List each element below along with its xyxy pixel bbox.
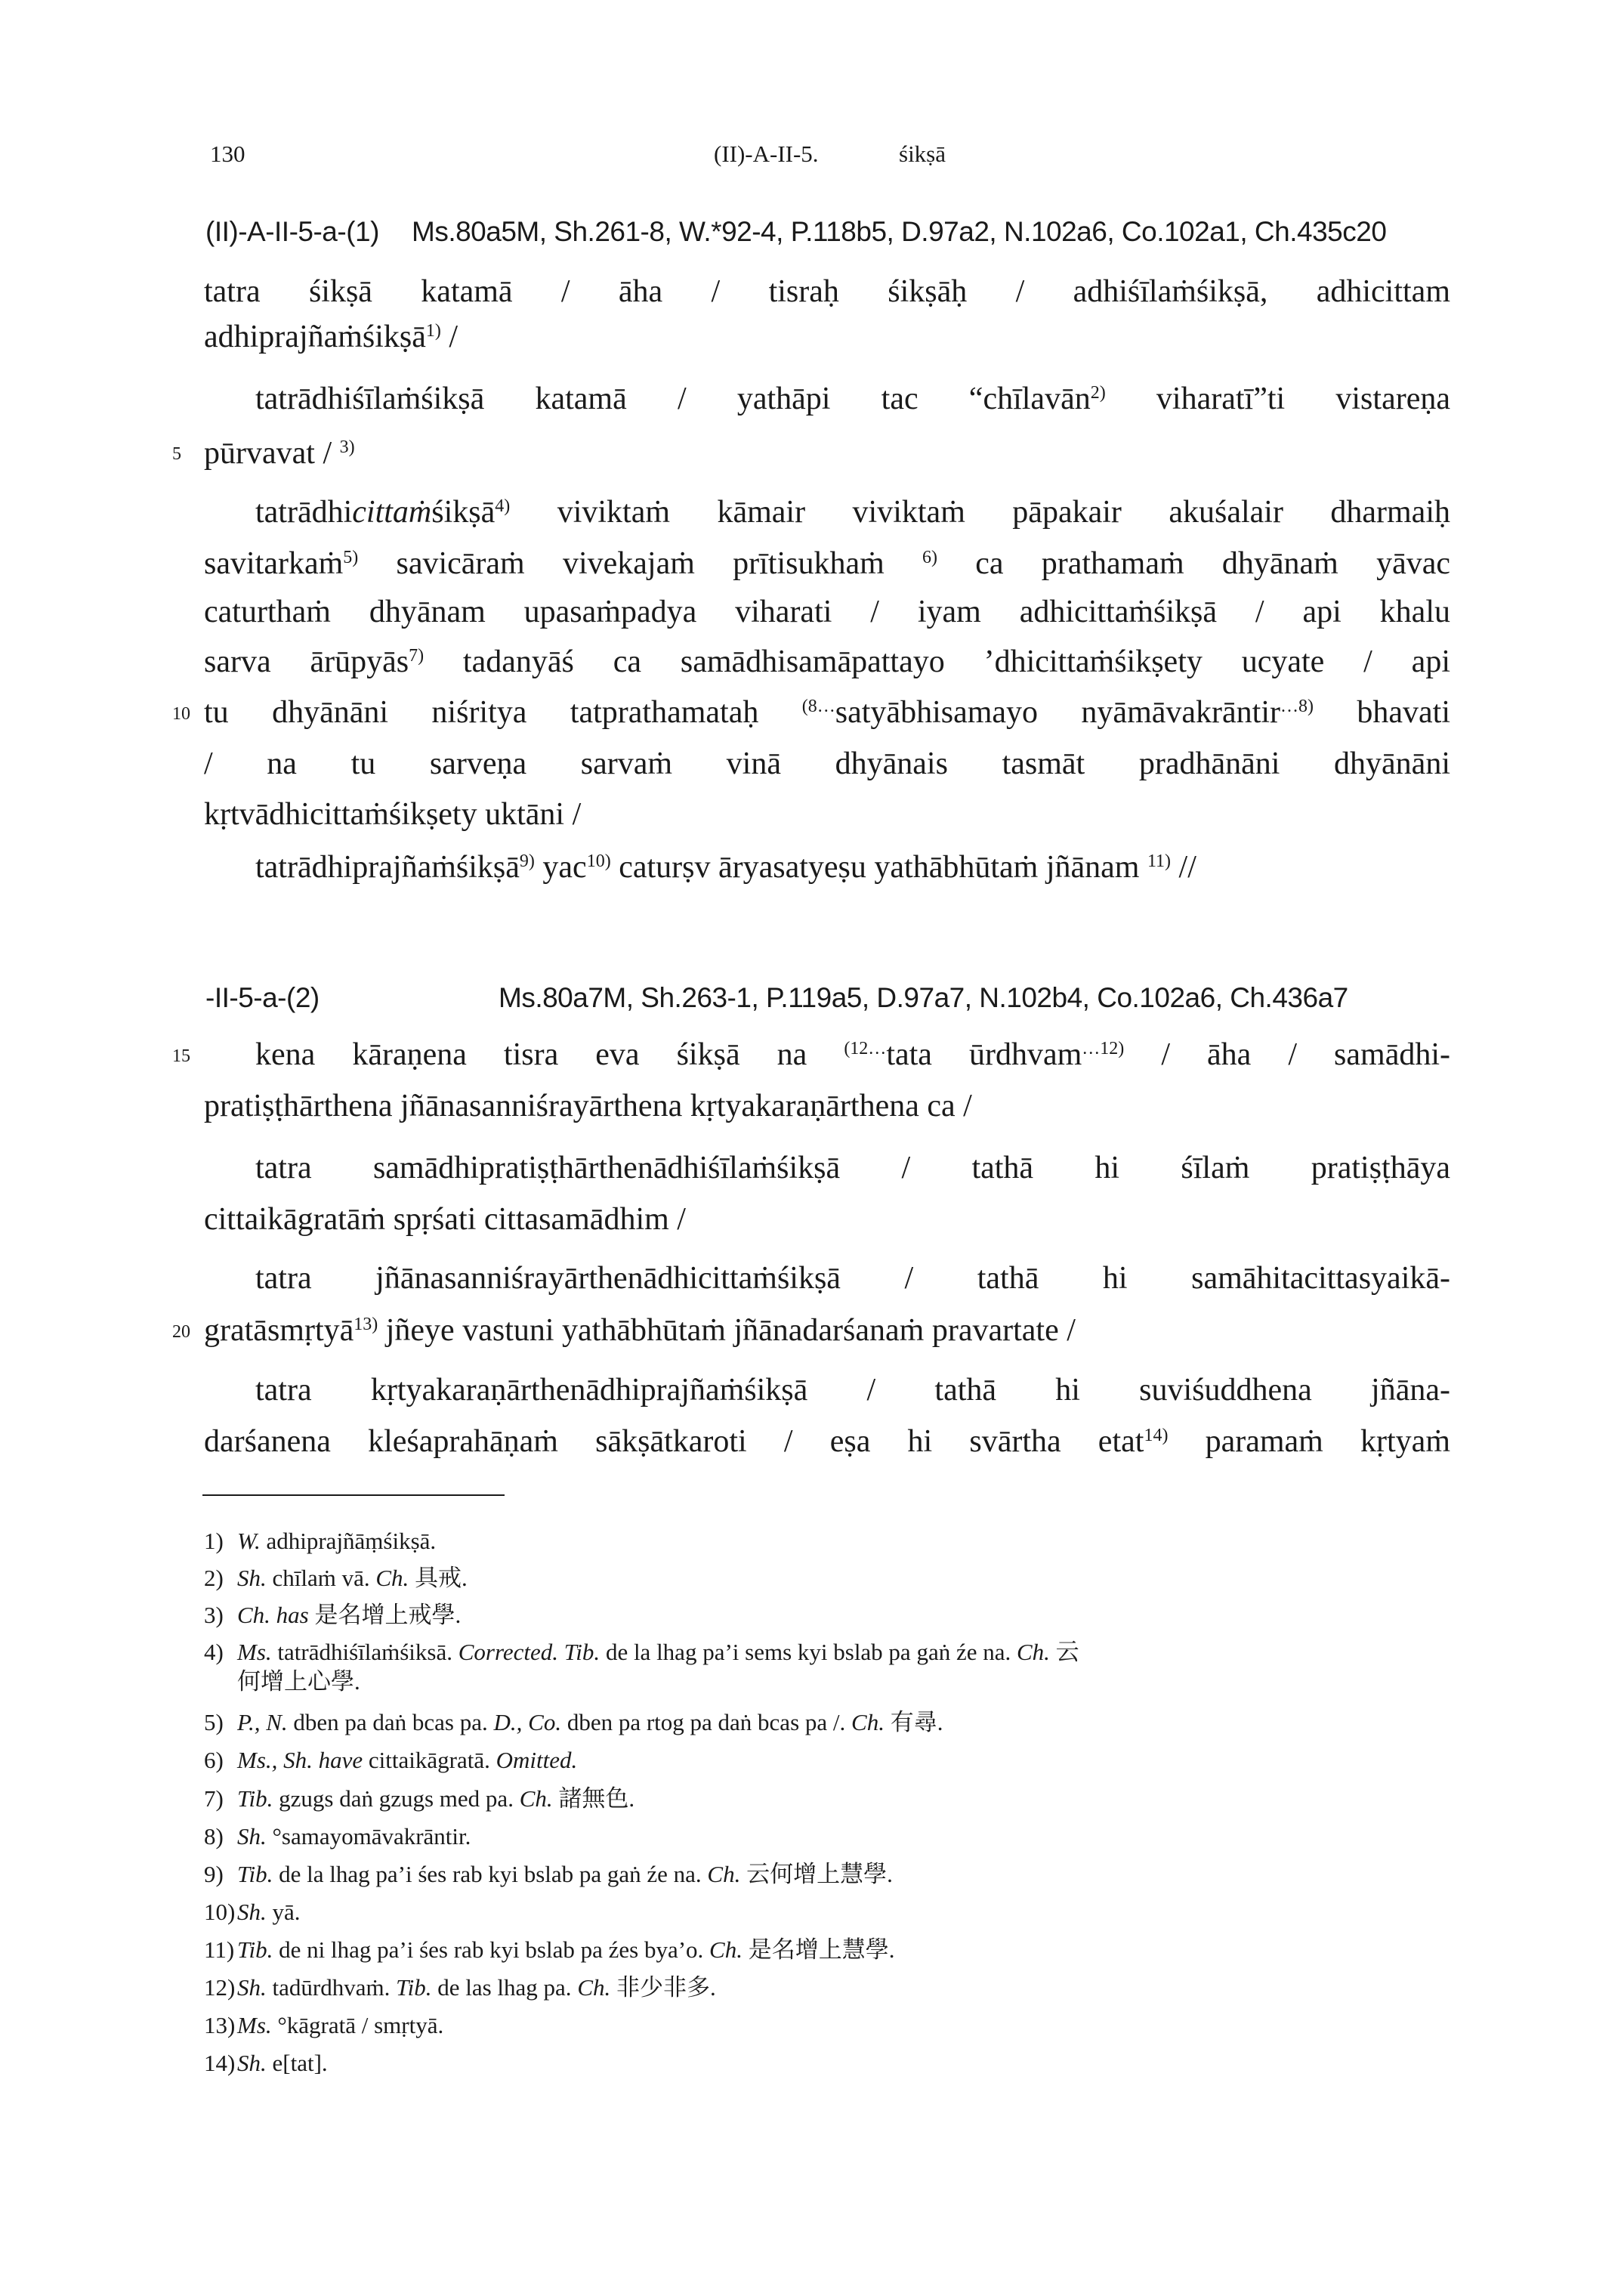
footnote-text: 非少非多.	[610, 1974, 716, 2001]
text-line: adhiprajñaṁśikṣā$^{1)}$ /	[204, 320, 458, 354]
footnote	[204, 1859, 1450, 1890]
footnote-text: de la lhag pa’i śes rab kyi bslab pa gaṅ źe na.	[273, 1861, 708, 1887]
footnote	[204, 1822, 1450, 1852]
text-line: tatrādhicittaṁśikṣā$^{4)}$ viviktaṁ kāmair viviktaṁ pāpakair akuśalair dharmaiḥ	[255, 495, 1450, 530]
footnote	[204, 2010, 1450, 2041]
text-line: pratiṣṭhārthena jñānasanniśrayārthena kṛtyakaraṇārthena ca /	[204, 1089, 972, 1123]
footnote-text: Ms., Sh. have	[237, 1747, 363, 1773]
footnote-number: 10)	[204, 1899, 236, 1925]
text-line: tatra kṛtyakaraṇārthenādhiprajñaṁśikṣā / tathā hi suviśuddhena jñāna-	[255, 1373, 1450, 1408]
footnote	[204, 1745, 1450, 1775]
footnote-text: Tib.	[237, 1861, 273, 1887]
footnote-text: Tib.	[237, 1936, 273, 1963]
footnote-text: tadūrdhvaṁ.	[266, 1974, 397, 2001]
text-line: cittaikāgratāṁ spṛśati cittasamādhim /	[204, 1202, 686, 1237]
footnote	[204, 1784, 1450, 1814]
footnote-text: cittaikāgratā.	[363, 1747, 496, 1773]
footnote-text: Ch.	[577, 1974, 611, 2001]
footnote-text: °samayomāvakrāntir.	[266, 1823, 471, 1849]
footnote-text: °kāgratā / smṛtyā.	[271, 2012, 444, 2038]
footnote-text: Ch. has	[237, 1602, 309, 1628]
footnote-text: Ms.	[237, 1639, 272, 1665]
footnote-text: Sh.	[237, 2050, 267, 2076]
footnote-text: Ch.	[1016, 1639, 1050, 1665]
text-line: sarva ārūpyās$^{7)}$ tadanyāś ca samādhisamāpattayo ’dhicittaṁśikṣety ucyate / api	[204, 644, 1450, 679]
text-line: tatra śikṣā katamā / āha / tisraḥ śikṣāḥ / adhiśīlaṁśikṣā, adhicittam	[204, 274, 1450, 309]
footnote-text: Tib.	[396, 1974, 432, 2001]
footnote	[204, 1563, 1450, 1593]
footnote-rule	[202, 1494, 505, 1496]
footnote-text: de las lhag pa.	[431, 1974, 578, 2001]
footnote	[204, 2048, 1450, 2078]
running-subject: śikṣā	[899, 141, 946, 167]
footnote-number: 9)	[204, 1861, 224, 1887]
text-line: tatra jñānasanniśrayārthenādhicittaṁśikṣā / tathā hi samāhitacittasyaikā-	[255, 1261, 1450, 1296]
footnote-text: 是名增上戒學.	[308, 1602, 462, 1628]
footnote-text: dben pa rtog pa daṅ bcas pa /.	[561, 1709, 852, 1735]
footnote-text: de la lhag pa’i sems kyi bslab pa gaṅ źe na.	[600, 1639, 1017, 1665]
footnote	[204, 1600, 1450, 1630]
footnote-text: P., N.	[237, 1709, 288, 1735]
footnote-number: 2)	[204, 1565, 224, 1591]
footnote-text: gzugs daṅ gzugs med pa.	[273, 1785, 520, 1812]
footnote	[204, 1637, 1450, 1667]
footnote-text: Sh.	[237, 1899, 267, 1925]
line-number: 10	[172, 704, 190, 724]
footnote-number: 14)	[204, 2050, 236, 2076]
footnote-text: 諸無色.	[552, 1785, 635, 1812]
line-number: 20	[172, 1322, 190, 1342]
text-line: kena kāraṇena tisra eva śikṣā na $^{(12\dots}$tata ūrdhvam$^{\dots 12)}$ / āha / samādhi-	[255, 1037, 1451, 1072]
section-refs-2: Ms.80a7M, Sh.263-1, P.119a5, D.97a7, N.102b4, Co.102a6, Ch.436a7	[499, 982, 1348, 1013]
footnote	[204, 1707, 1450, 1738]
footnote-number: 11)	[204, 1936, 235, 1963]
footnote-text: 云	[1049, 1639, 1079, 1665]
footnote-number: 6)	[204, 1747, 224, 1773]
footnote	[204, 1973, 1450, 2003]
footnote	[204, 1526, 1450, 1556]
section-id-1: (II)-A-II-5-a-(1)	[205, 216, 379, 247]
text-line: / na tu sarveṇa sarvaṁ vinā dhyānais tasmāt pradhānāni dhyānāni	[204, 746, 1450, 781]
footnote-text: de ni lhag pa’i śes rab kyi bslab pa źes bya’o.	[273, 1936, 710, 1963]
line-number: 5	[172, 444, 181, 464]
line-number: 15	[172, 1046, 190, 1066]
footnote	[204, 1897, 1450, 1927]
footnote-text: 云何增上慧學.	[740, 1861, 893, 1887]
footnote-text: yā.	[266, 1899, 301, 1925]
footnote-text: tatrādhiśīlaṁśiksā.	[271, 1639, 458, 1665]
footnote-text: 具戒.	[409, 1565, 468, 1591]
footnote-text: Sh.	[237, 1974, 267, 2001]
footnote-text: Sh.	[237, 1823, 267, 1849]
text-line: gratāsmṛtyā$^{13)}$ jñeye vastuni yathābhūtaṁ jñānadarśanaṁ pravartate /	[204, 1313, 1076, 1348]
footnote-text: e[tat].	[266, 2050, 328, 2076]
footnote-number: 8)	[204, 1823, 224, 1849]
footnote	[204, 1667, 1450, 1697]
footnote-number: 12)	[204, 1974, 236, 2001]
footnote-text: Tib.	[237, 1785, 273, 1812]
running-title: (II)-A-II-5.	[714, 141, 819, 167]
footnote-text: Ch.	[709, 1936, 743, 1963]
footnote-text: Sh.	[237, 1565, 267, 1591]
footnote-text: Omitted.	[496, 1747, 578, 1773]
text-line: tatrādhiśīlaṁśikṣā katamā / yathāpi tac “chīlavān$^{2)}$ viharatī”ti vistareṇa	[255, 382, 1450, 416]
footnote-text: W.	[237, 1528, 261, 1554]
text-line: tatra samādhipratiṣṭhārthenādhiśīlaṁśikṣā / tathā hi śīlaṁ pratiṣṭhāya	[255, 1151, 1450, 1185]
footnote-number: 3)	[204, 1602, 224, 1628]
text-line: darśanena kleśaprahāṇaṁ sākṣātkaroti / eṣa hi svārtha etat$^{14)}$ paramaṁ kṛtyaṁ	[204, 1424, 1450, 1459]
footnote-number: 4)	[204, 1639, 224, 1665]
footnote-number: 13)	[204, 2012, 236, 2038]
footnote-text: Ch.	[519, 1785, 553, 1812]
footnote	[204, 1935, 1450, 1965]
footnote-text: chīlaṁ vā.	[266, 1565, 376, 1591]
section-id-2: -II-5-a-(2)	[205, 982, 320, 1013]
footnote-text: 是名增上慧學.	[742, 1936, 895, 1963]
text-line: kṛtvādhicittaṁśikṣety uktāni /	[204, 797, 582, 832]
footnote-text: Ch.	[851, 1709, 885, 1735]
section-refs-1: Ms.80a5M, Sh.261-8, W.*92-4, P.118b5, D.97a2, N.102a6, Co.102a1, Ch.435c20	[412, 216, 1387, 247]
footnote-text: Ch.	[375, 1565, 409, 1591]
footnote-number: 5)	[204, 1709, 224, 1735]
footnote-number: 7)	[204, 1785, 224, 1812]
footnote-text: 何增上心學.	[237, 1668, 360, 1695]
text-line: tatrādhiprajñaṁśikṣā$^{9)}$ yac$^{10)}$ caturṣv āryasatyeṣu yathābhūtaṁ jñānam $^{11)}$ //	[255, 850, 1196, 885]
footnote-text: Ch.	[707, 1861, 741, 1887]
footnote-number: 1)	[204, 1528, 224, 1554]
footnote-text: 有尋.	[884, 1709, 943, 1735]
page-number: 130	[210, 141, 245, 167]
footnote-text: adhiprajñāṃśikṣā.	[260, 1528, 437, 1554]
text-line: savitarkaṁ$^{5)}$ savicāraṁ vivekajaṁ prītisukhaṁ $^{6)}$ ca prathamaṁ dhyānaṁ yāvac	[204, 546, 1450, 581]
footnote-text: D., Co.	[493, 1709, 562, 1735]
footnote-text: dben pa daṅ bcas pa.	[287, 1709, 494, 1735]
text-line: pūrvavat / $^{3)}$	[204, 436, 355, 471]
text-line: tu dhyānāni niśritya tatprathamataḥ $^{(8\dots}$satyābhisamayo nyāmāvakrāntir$^{\dots 8)}$ bhavati	[204, 695, 1451, 730]
footnote-text: Corrected. Tib.	[458, 1639, 601, 1665]
footnote-text: Ms.	[237, 2012, 272, 2038]
text-line: caturthaṁ dhyānam upasaṁpadya viharati / iyam adhicittaṁśikṣā / api khalu	[204, 595, 1450, 629]
